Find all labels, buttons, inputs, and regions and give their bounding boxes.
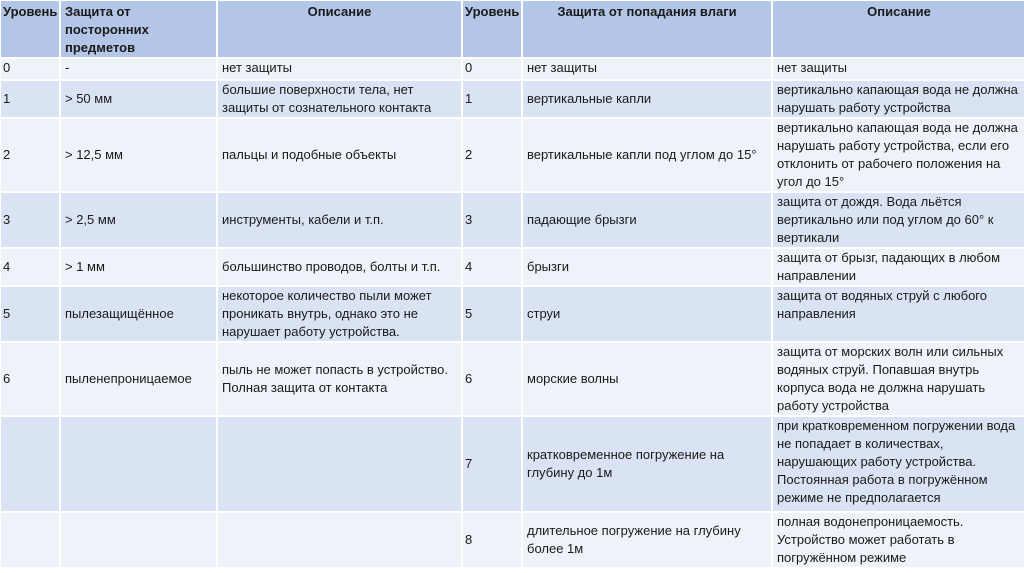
cell-objects: пыленепроницаемое xyxy=(61,343,216,415)
header-description-water: Описание xyxy=(773,1,1024,57)
cell-level-solids: 4 xyxy=(1,249,59,285)
cell-level-solids: 5 xyxy=(1,287,59,341)
cell-description-water: защита от дождя. Вода льётся вертикально или под углом до 60° к вертикали xyxy=(773,193,1024,247)
cell-description-solids xyxy=(218,513,461,567)
table-row xyxy=(1,513,1024,567)
cell-description-solids: некоторое количество пыли может проникать внутрь, однако это не нарушает работу устройства. xyxy=(218,287,461,341)
cell-level-solids: 0 xyxy=(1,59,59,79)
cell-objects: пылезащищённое xyxy=(61,287,216,341)
header-protection-water: Защита от попадания влаги xyxy=(523,1,771,57)
cell-objects: > 2,5 мм xyxy=(61,193,216,247)
header-description-solids: Описание xyxy=(218,1,461,57)
table-row xyxy=(1,287,1024,341)
cell-level-water: 4 xyxy=(463,249,521,285)
table-row xyxy=(1,119,1024,191)
cell-level-water: 3 xyxy=(463,193,521,247)
cell-level-water: 5 xyxy=(463,287,521,341)
table-row xyxy=(1,81,1024,117)
cell-level-water: 6 xyxy=(463,343,521,415)
cell-description-water: защита от брызг, падающих в любом направлении xyxy=(773,249,1024,285)
cell-water: падающие брызги xyxy=(523,193,771,247)
cell-description-water: вертикально капающая вода не должна нарушать работу устройства, если его отклонить от рабочего положения на угол до 15° xyxy=(773,119,1024,191)
cell-description-water: при кратковременном погружении вода не попадает в количествах, нарушающих работу устройства. Постоянная работа в погружённом режиме не предполагается xyxy=(773,417,1024,511)
cell-objects: > 50 мм xyxy=(61,81,216,117)
cell-objects: > 12,5 мм xyxy=(61,119,216,191)
header-level-solids: Уровень xyxy=(1,1,59,57)
header-protection-objects: Защита от посторонних предметов xyxy=(61,1,216,57)
table-row xyxy=(1,193,1024,247)
cell-level-water: 7 xyxy=(463,417,521,511)
cell-objects: > 1 мм xyxy=(61,249,216,285)
header-level-water: Уровень xyxy=(463,1,521,57)
cell-level-solids: 3 xyxy=(1,193,59,247)
table-row xyxy=(1,343,1024,415)
cell-level-solids xyxy=(1,513,59,567)
cell-description-water: вертикально капающая вода не должна нарушать работу устройства xyxy=(773,81,1024,117)
cell-description-solids: пальцы и подобные объекты xyxy=(218,119,461,191)
table-row xyxy=(1,59,1024,79)
cell-water: морские волны xyxy=(523,343,771,415)
table-row xyxy=(1,417,1024,511)
cell-description-water: нет защиты xyxy=(773,59,1024,79)
cell-water: брызги xyxy=(523,249,771,285)
cell-description-solids: большинство проводов, болты и т.п. xyxy=(218,249,461,285)
cell-description-water: защита от водяных струй с любого направления xyxy=(773,287,1024,341)
cell-description-water: полная водонепроницаемость. Устройство может работать в погружённом режиме xyxy=(773,513,1024,567)
cell-level-water: 1 xyxy=(463,81,521,117)
cell-water: вертикальные капли под углом до 15° xyxy=(523,119,771,191)
cell-description-water: защита от морских волн или сильных водяных струй. Попавшая внутрь корпуса вода не должна нарушать работу устройства xyxy=(773,343,1024,415)
cell-level-solids: 6 xyxy=(1,343,59,415)
cell-objects: - xyxy=(61,59,216,79)
cell-level-solids xyxy=(1,417,59,511)
cell-level-water: 2 xyxy=(463,119,521,191)
cell-description-solids: нет защиты xyxy=(218,59,461,79)
cell-level-solids: 1 xyxy=(1,81,59,117)
cell-water: длительное погружение на глубину более 1м xyxy=(523,513,771,567)
cell-water: струи xyxy=(523,287,771,341)
cell-level-water: 0 xyxy=(463,59,521,79)
cell-level-water: 8 xyxy=(463,513,521,567)
header-row xyxy=(1,1,1024,57)
table-row xyxy=(1,249,1024,285)
cell-description-solids: инструменты, кабели и т.п. xyxy=(218,193,461,247)
cell-description-solids: большие поверхности тела, нет защиты от сознательного контакта xyxy=(218,81,461,117)
cell-level-solids: 2 xyxy=(1,119,59,191)
cell-water: нет защиты xyxy=(523,59,771,79)
cell-description-solids: пыль не может попасть в устройство. Полная защита от контакта xyxy=(218,343,461,415)
cell-objects xyxy=(61,513,216,567)
cell-water: вертикальные капли xyxy=(523,81,771,117)
cell-description-solids xyxy=(218,417,461,511)
cell-water: кратковременное погружение на глубину до 1м xyxy=(523,417,771,511)
cell-objects xyxy=(61,417,216,511)
